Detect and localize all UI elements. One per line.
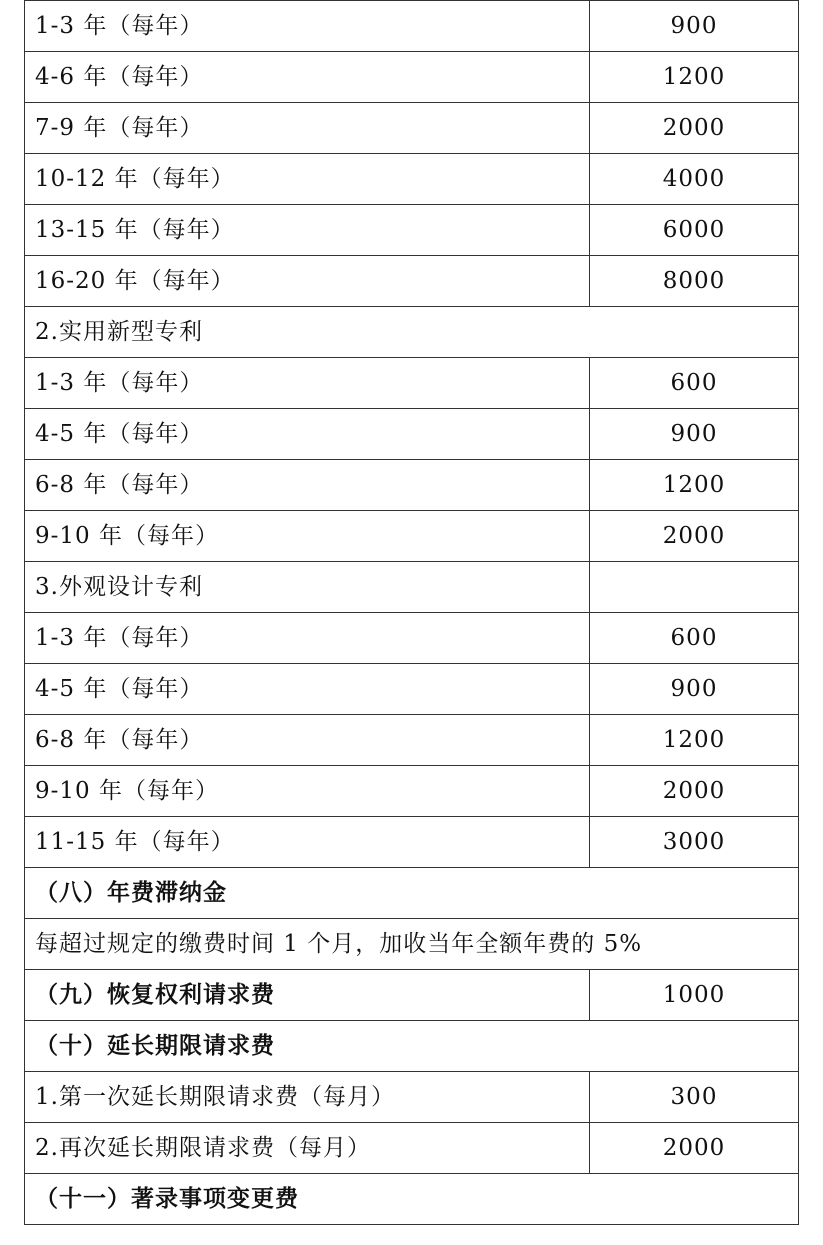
section-heading: （九）恢复权利请求费 (25, 970, 590, 1021)
row-label: 4-6 年（每年） (25, 52, 590, 103)
row-label: 16-20 年（每年） (25, 256, 590, 307)
table-row (25, 154, 799, 205)
table-row (25, 715, 799, 766)
row-amount: 2000 (590, 511, 799, 562)
row-label: 11-15 年（每年） (25, 817, 590, 868)
table-row (25, 766, 799, 817)
row-amount: 8000 (590, 256, 799, 307)
row-amount (590, 562, 799, 613)
row-amount: 300 (590, 1072, 799, 1123)
table-row (25, 1072, 799, 1123)
section-heading: （十）延长期限请求费 (25, 1021, 799, 1072)
row-amount: 900 (590, 664, 799, 715)
table-row (25, 460, 799, 511)
row-label: 9-10 年（每年） (25, 766, 590, 817)
table-row (25, 409, 799, 460)
section-row (25, 1174, 799, 1225)
category-heading: 3.外观设计专利 (25, 562, 590, 613)
row-label: 2.再次延长期限请求费（每月） (25, 1123, 590, 1174)
section-heading: （十一）著录事项变更费 (25, 1174, 799, 1225)
row-label: 1-3 年（每年） (25, 1, 590, 52)
row-amount: 1200 (590, 715, 799, 766)
row-label: 1-3 年（每年） (25, 613, 590, 664)
row-amount: 1200 (590, 52, 799, 103)
fee-table (24, 0, 799, 1225)
table-row (25, 358, 799, 409)
row-amount: 6000 (590, 205, 799, 256)
section-row (25, 1021, 799, 1072)
table-row (25, 52, 799, 103)
section-row (25, 970, 799, 1021)
category-row (25, 307, 799, 358)
row-label: 9-10 年（每年） (25, 511, 590, 562)
row-label: 7-9 年（每年） (25, 103, 590, 154)
section-heading: （八）年费滞纳金 (25, 868, 799, 919)
table-row (25, 613, 799, 664)
row-amount: 900 (590, 409, 799, 460)
row-amount: 1000 (590, 970, 799, 1021)
row-amount: 1200 (590, 460, 799, 511)
section-row (25, 868, 799, 919)
row-label: 6-8 年（每年） (25, 715, 590, 766)
row-label: 1.第一次延长期限请求费（每月） (25, 1072, 590, 1123)
row-label: 1-3 年（每年） (25, 358, 590, 409)
category-row (25, 562, 799, 613)
row-label: 13-15 年（每年） (25, 205, 590, 256)
row-amount: 600 (590, 613, 799, 664)
row-amount: 600 (590, 358, 799, 409)
row-amount: 2000 (590, 103, 799, 154)
table-row (25, 511, 799, 562)
table-row (25, 664, 799, 715)
row-amount: 900 (590, 1, 799, 52)
row-amount: 2000 (590, 766, 799, 817)
note-text: 每超过规定的缴费时间 1 个月，加收当年全额年费的 5% (25, 919, 799, 970)
table-row (25, 1123, 799, 1174)
row-label: 4-5 年（每年） (25, 409, 590, 460)
table-row (25, 1, 799, 52)
row-label: 4-5 年（每年） (25, 664, 590, 715)
category-heading: 2.实用新型专利 (25, 307, 799, 358)
table-row (25, 256, 799, 307)
table-row (25, 817, 799, 868)
note-row (25, 919, 799, 970)
row-label: 10-12 年（每年） (25, 154, 590, 205)
row-amount: 4000 (590, 154, 799, 205)
table-row (25, 205, 799, 256)
table-row (25, 103, 799, 154)
row-amount: 2000 (590, 1123, 799, 1174)
row-label: 6-8 年（每年） (25, 460, 590, 511)
row-amount: 3000 (590, 817, 799, 868)
fee-table-body (25, 1, 799, 1225)
